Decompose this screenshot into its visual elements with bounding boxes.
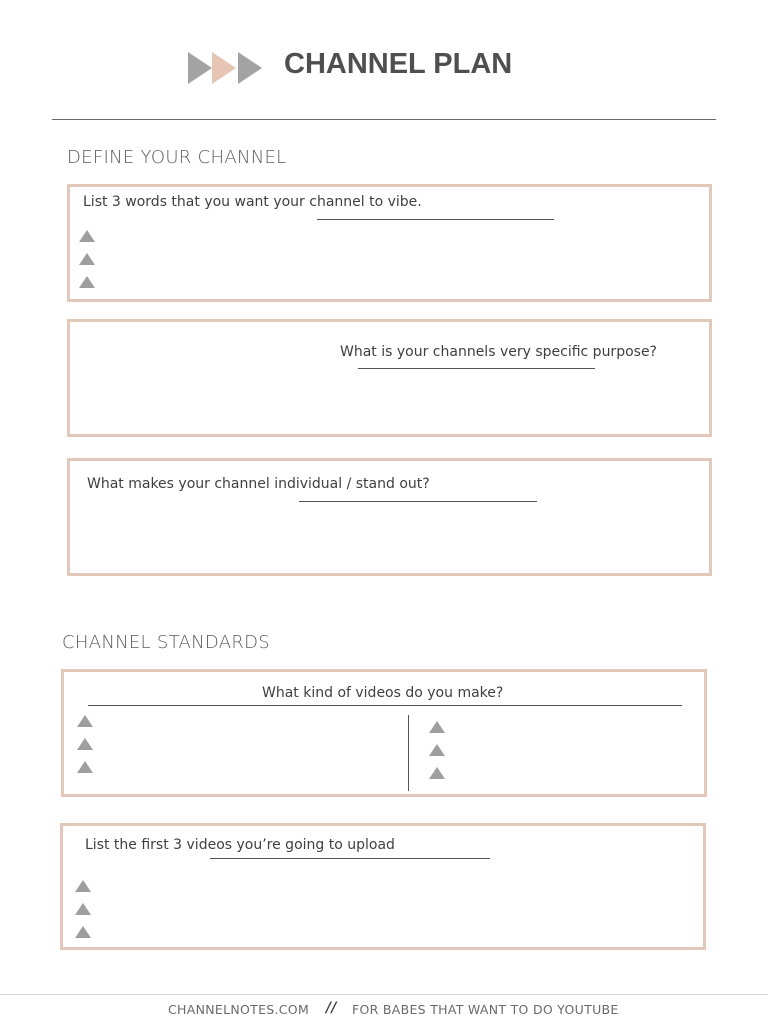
page-title: CHANNEL PLAN [284, 48, 513, 80]
stand-out-underline [299, 501, 537, 502]
triangle-bullet-icon [429, 744, 445, 756]
video-types-prompt: What kind of videos do you make? [262, 685, 504, 701]
first-videos-underline [210, 858, 490, 859]
video-types-underline [88, 705, 682, 706]
triangle-bullet-icon [79, 253, 95, 265]
triangle-bullet-icon [75, 926, 91, 938]
triangle-bullet-icon [429, 721, 445, 733]
triangle-bullet-icon [77, 715, 93, 727]
triple-arrow-logo-icon [186, 49, 266, 87]
purpose-underline [358, 368, 595, 369]
purpose-box [67, 319, 712, 437]
triangle-bullet-icon [429, 767, 445, 779]
footer-site-link[interactable]: CHANNELNOTES.COM [168, 1002, 310, 1017]
section-heading-standards: CHANNEL STANDARDS [62, 632, 271, 653]
triangle-bullet-icon [75, 903, 91, 915]
vibe-words-underline [317, 219, 554, 220]
column-divider [408, 715, 409, 791]
triangle-bullet-icon [77, 761, 93, 773]
footer-tagline: FOR BABES THAT WANT TO DO YOUTUBE [352, 1002, 619, 1017]
triangle-bullet-icon [75, 880, 91, 892]
vibe-words-prompt: List 3 words that you want your channel to vibe. [83, 194, 422, 210]
footer-separator: // [326, 1000, 337, 1016]
triangle-bullet-icon [79, 276, 95, 288]
section-heading-define: DEFINE YOUR CHANNEL [67, 147, 287, 168]
triangle-bullet-icon [79, 230, 95, 242]
first-videos-prompt: List the first 3 videos you’re going to upload [85, 837, 395, 853]
triangle-bullet-icon [77, 738, 93, 750]
footer-divider [0, 994, 768, 995]
purpose-prompt: What is your channels very specific purpose? [340, 344, 657, 360]
header-divider [52, 119, 716, 120]
stand-out-prompt: What makes your channel individual / stand out? [87, 476, 430, 492]
